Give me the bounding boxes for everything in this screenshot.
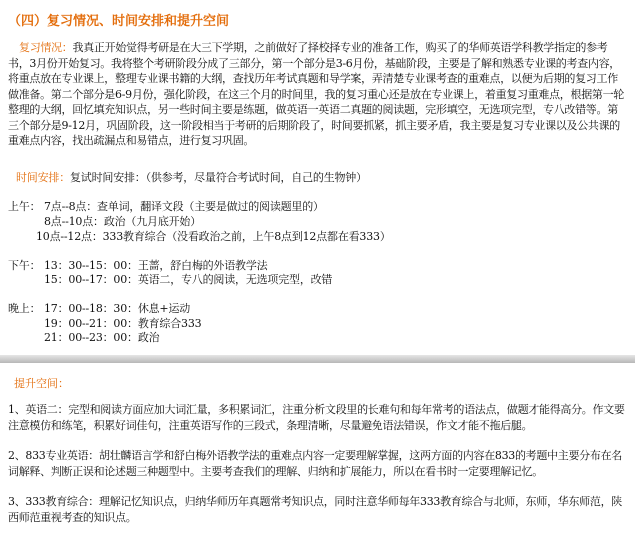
- afternoon-item-2: 15：00--17：00：英语二，专八的阅读，无选项完型，改错: [44, 273, 333, 286]
- evening-label: 晚上：: [8, 302, 41, 315]
- schedule-label: 时间安排：: [16, 171, 70, 184]
- section-title: （四）复习情况、时间安排和提升空间: [8, 14, 230, 29]
- morning-label: 上午：: [8, 200, 41, 213]
- morning-item-2: 8点--10点：政治（九月底开始）: [44, 215, 202, 228]
- morning-item-1: 7点--8点：查单词，翻译文段（主要是做过的阅读题里的）: [44, 200, 324, 213]
- review-label: 复习情况：: [19, 41, 73, 54]
- afternoon-label: 下午：: [8, 259, 41, 272]
- section-divider: [0, 355, 635, 363]
- improvement-item-2: 2、833专业英语：胡壮麟语言学和舒白梅外语教学法的重难点内容一定要理解掌握，这两方面的内容在833的考题中主要分布在名词解释、判断正误和论述题三种题型中。主要考查我们的理解、归纳和扩展能力，所以在看书时一定要理解记忆。: [8, 449, 622, 478]
- schedule-intro-line: [16, 170, 367, 185]
- schedule-intro: 复试时间安排：（供参考，尽量符合考试时间，自己的生物钟）: [70, 171, 367, 184]
- afternoon-item-1: 13：30--15：00：王蔷，舒白梅的外语教学法: [44, 259, 268, 272]
- improvement-label: 提升空间：: [14, 377, 69, 390]
- evening-item-2: 19：00--21：00：教育综合333: [44, 317, 202, 330]
- morning-item-3: 10点--12点：333教育综合（没看政治之前，上午8点到12点都在看333）: [36, 230, 391, 243]
- evening-item-3: 21：00--23：00：政治: [44, 331, 160, 344]
- review-text: 我真正开始觉得考研是在大三下学期，之前做好了择校择专业的准备工作，购买了的华师英语学科教学指定的参考书，3月份开始复习。我将整个考研阶段分成了三部分，第一个部分是3-6月份，基础阶段，主要是了解和熟悉专业课的考查内容，将重点放在专业课上，整理专业课书籍的大纲，查找历年考试真题和导学案，弄清楚专业课考查的重难点，以便为后期的复习工作做准备。第二个部分是6-9月份，强化阶段，在这三个月的时间里，我的复习重心还是放在专业课上，着重复习重难点，根据第一轮整理的大纲，回忆填充知识点，另一些时间主要是练题，做英语一英语二真题的阅读题，完形填空，无选项完型，专八改错等。第三个部分是9-12月，巩固阶段，这一阶段相当于考研的后期阶段了，时间要抓紧，抓主要矛盾，我主要是复习专业课以及公共课的重难点内容，找出疏漏点和易错点，进行复习巩固。: [8, 41, 625, 147]
- improvement-item-3: 3、333教育综合：理解记忆知识点，归纳华师历年真题常考知识点，同时注意华师每年333教育综合与北师，东师，华东师范，陕西师范重视考查的知识点。: [8, 495, 622, 524]
- evening-item-1: 17：00--18：30：休息+运动: [44, 302, 191, 315]
- review-paragraph: [8, 40, 626, 149]
- improvement-item-1: 1、英语二：完型和阅读方面应加大词汇量，多积累词汇，注重分析文段里的长难句和每年常考的语法点，做题才能得高分。作文要注意模仿和练笔，积累好词佳句，注重英语写作的三段式，条理清晰，尽量避免语法错误，作文才能不拖后腿。: [8, 403, 625, 432]
